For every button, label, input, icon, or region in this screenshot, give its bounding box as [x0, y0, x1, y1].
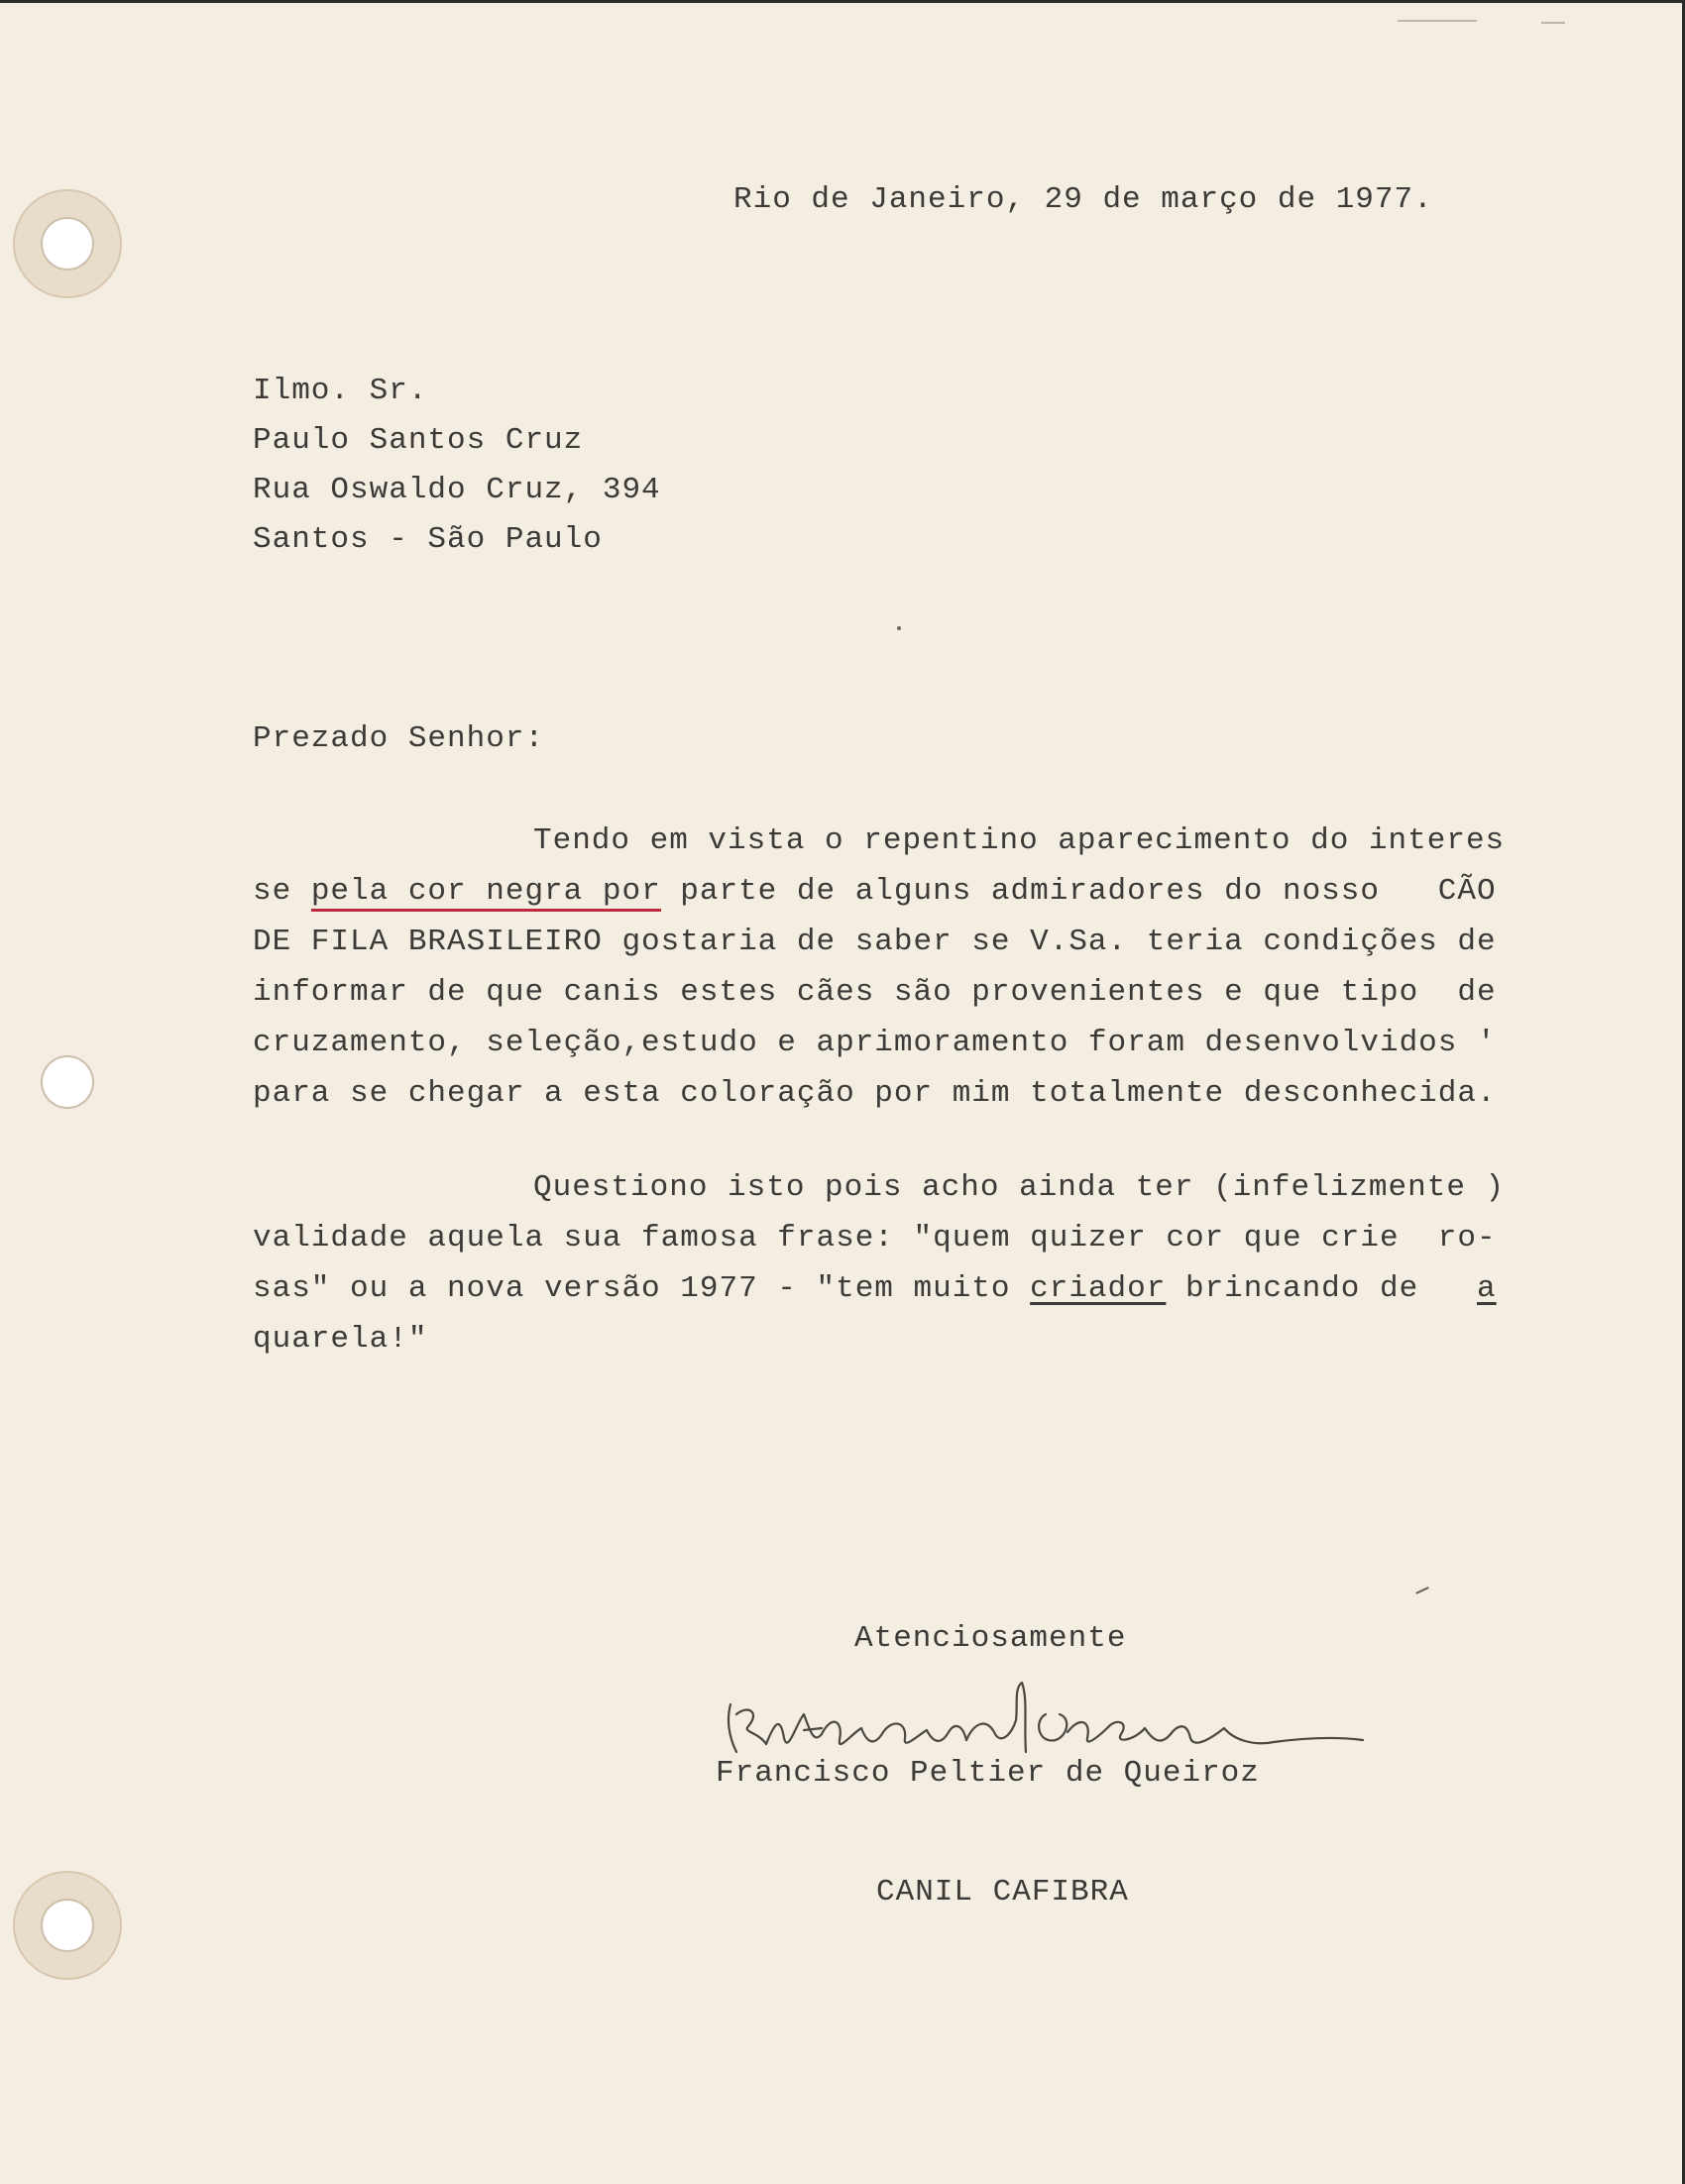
paragraph-text: validade aquela sua famosa frase: "quem quizer cor que crie ro- — [253, 1221, 1497, 1256]
text-fragment: brincando de — [1166, 1271, 1478, 1306]
scan-speck — [1415, 1586, 1429, 1594]
scan-speck — [897, 626, 901, 630]
underlined-word: criador — [1030, 1271, 1167, 1306]
paragraph-text: DE FILA BRASILEIRO gostaria de saber se V.Sa. teria condições de — [253, 925, 1497, 959]
text-fragment: sas" ou a nova versão 1977 - "tem muito — [253, 1271, 1031, 1306]
recipient-title: Ilmo. Sr. — [253, 374, 428, 408]
scan-speck — [1541, 22, 1565, 24]
paragraph-line — [253, 866, 1533, 917]
kennel-name: CANIL CAFIBRA — [876, 1875, 1129, 1910]
underlined-word: a — [1477, 1271, 1497, 1306]
red-underlined-phrase: pela cor negra por — [311, 874, 661, 912]
signer-name: Francisco Peltier de Queiroz — [716, 1756, 1260, 1791]
paragraph-line — [253, 816, 1533, 866]
recipient-street: Rua Oswaldo Cruz, 394 — [253, 473, 661, 507]
body-paragraph-2 — [253, 1162, 1533, 1365]
paragraph-text: cruzamento, seleção,estudo e aprimoramento foram desenvolvidos ' — [253, 1026, 1497, 1060]
paragraph-text: Questiono isto pois acho ainda ter (infelizmente ) — [533, 1170, 1506, 1205]
paragraph-text — [253, 866, 1497, 917]
paragraph-line — [253, 1068, 1533, 1119]
text-fragment: se — [253, 874, 311, 909]
binder-hole-middle — [13, 1028, 122, 1137]
paragraph-text: quarela!" — [253, 1322, 428, 1357]
paragraph-text: Tendo em vista o repentino aparecimento do interes — [533, 823, 1506, 858]
paragraph-text: informar de que canis estes cães são provenientes e que tipo de — [253, 975, 1497, 1010]
paragraph-line — [253, 967, 1533, 1018]
closing: Atenciosamente — [854, 1621, 1127, 1656]
paragraph-line — [253, 1314, 1533, 1365]
paragraph-line — [253, 1263, 1533, 1314]
body-paragraph-1 — [253, 816, 1533, 1119]
recipient-city: Santos - São Paulo — [253, 522, 603, 557]
recipient-name: Paulo Santos Cruz — [253, 423, 584, 458]
binder-hole-bottom — [13, 1871, 122, 1980]
paragraph-text — [253, 1263, 1497, 1314]
paragraph-line — [253, 1162, 1533, 1213]
letter-date: Rio de Janeiro, 29 de março de 1977. — [733, 182, 1433, 217]
paragraph-line — [253, 1018, 1533, 1068]
text-fragment: parte de alguns admiradores do nosso CÃO — [660, 874, 1497, 909]
paragraph-text: para se chegar a esta coloração por mim totalmente desconhecida. — [253, 1076, 1497, 1111]
scan-speck — [1398, 20, 1477, 22]
salutation: Prezado Senhor: — [253, 721, 545, 756]
paragraph-line — [253, 917, 1533, 967]
binder-hole-top — [13, 189, 122, 298]
paragraph-line — [253, 1213, 1533, 1263]
